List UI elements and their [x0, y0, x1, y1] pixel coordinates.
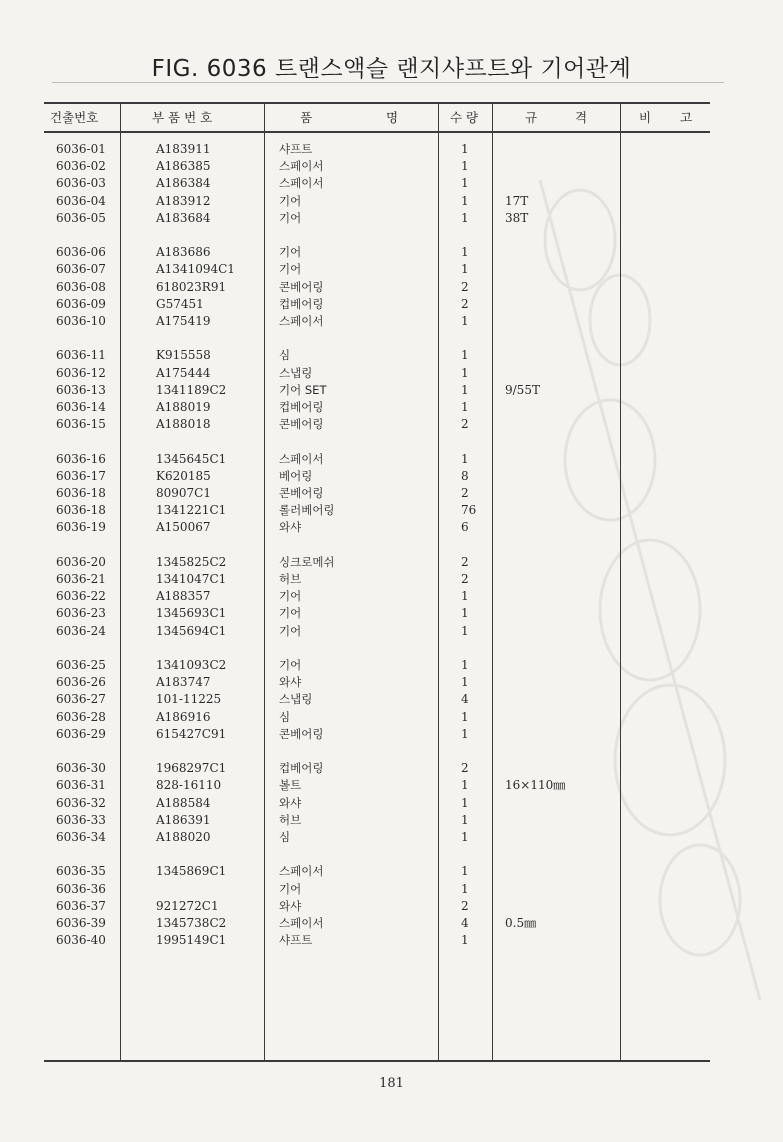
- part-code: 6036-25: [56, 658, 106, 672]
- table-row: [0, 279, 783, 296]
- quantity: 1: [461, 709, 469, 724]
- part-code: 6036-02: [56, 159, 106, 174]
- part-number: 1341047C1: [156, 572, 227, 586]
- part-number: A186916: [156, 709, 211, 724]
- quantity: 6: [461, 520, 469, 535]
- part-code: 6036-03: [56, 176, 106, 191]
- quantity: 1: [461, 675, 469, 690]
- page-title: FIG. 6036 트랜스액슬 랜지샤프트와 기어관계: [151, 56, 632, 82]
- quantity: 1: [461, 606, 469, 621]
- quantity: 1: [461, 382, 469, 397]
- quantity: 1: [461, 881, 469, 896]
- quantity: 1: [461, 245, 469, 260]
- quantity: 2: [461, 417, 469, 432]
- part-number: K915558: [156, 348, 211, 363]
- quantity: 1: [461, 812, 469, 827]
- table-row: [0, 760, 783, 777]
- part-number: A1341094C1: [156, 262, 235, 277]
- quantity: 1: [461, 726, 469, 741]
- quantity: 4: [461, 692, 469, 707]
- part-name: 스냅링: [279, 365, 313, 380]
- part-number: A186384: [156, 176, 211, 191]
- specification: 17T: [505, 193, 529, 208]
- table-row: [0, 244, 783, 261]
- part-name: 기어 SET: [279, 382, 327, 397]
- part-name: 롤러베어링: [279, 503, 335, 518]
- part-number: 1345825C2: [156, 554, 227, 569]
- specification: 0.5㎜: [505, 916, 537, 930]
- part-name: 와샤: [279, 520, 302, 535]
- quantity: 8: [461, 468, 469, 483]
- part-number: A183684: [156, 210, 211, 225]
- quantity: 2: [461, 898, 469, 913]
- part-number: A183911: [156, 142, 211, 156]
- part-number: 618023R91: [156, 279, 227, 294]
- part-code: 6036-31: [56, 778, 106, 793]
- part-code: 6036-33: [56, 812, 106, 827]
- part-number: A186385: [156, 159, 211, 174]
- part-name: 콘베어링: [279, 726, 324, 741]
- part-number: A188018: [156, 417, 211, 432]
- part-code: 6036-13: [56, 382, 106, 397]
- part-name: 심: [279, 830, 291, 844]
- part-code: 6036-37: [56, 898, 106, 913]
- part-number: A183747: [156, 675, 211, 690]
- table-row: [0, 795, 783, 812]
- table-row: [0, 623, 783, 640]
- table-row: [0, 313, 783, 330]
- part-name: 기어: [279, 881, 302, 896]
- table-row: [0, 881, 783, 898]
- part-number: 921272C1: [156, 898, 219, 913]
- part-code: 6036-40: [56, 933, 106, 948]
- header-remark-1: 비: [639, 110, 652, 125]
- part-code: 6036-26: [56, 675, 106, 690]
- table-row: [0, 588, 783, 605]
- part-name: 기어: [279, 606, 302, 621]
- quantity: 2: [461, 486, 469, 500]
- part-name: 심: [279, 348, 291, 363]
- table-row: [0, 193, 783, 210]
- part-code: 6036-28: [56, 709, 106, 724]
- part-name: 기어: [279, 193, 302, 208]
- quantity: 1: [461, 623, 469, 638]
- part-number: G57451: [156, 296, 204, 311]
- part-number: 828-16110: [156, 778, 222, 793]
- table-row: [0, 399, 783, 416]
- quantity: 1: [461, 658, 469, 672]
- part-code: 6036-22: [56, 589, 106, 604]
- part-code: 6036-18: [56, 503, 106, 518]
- part-name: 스페이서: [279, 916, 324, 930]
- quantity: 1: [461, 933, 469, 948]
- part-number: A188020: [156, 830, 211, 844]
- part-number: A186391: [156, 812, 211, 827]
- part-name: 스냅링: [279, 692, 313, 707]
- part-name: 컵베어링: [279, 296, 324, 311]
- quantity: 4: [461, 916, 469, 930]
- table-row: [0, 519, 783, 536]
- part-code: 6036-23: [56, 606, 106, 621]
- part-code: 6036-32: [56, 795, 106, 810]
- header-no: 건출번호: [50, 110, 99, 125]
- quantity: 1: [461, 142, 469, 156]
- quantity: 2: [461, 761, 469, 776]
- quantity: 2: [461, 296, 469, 311]
- table-row: [0, 691, 783, 708]
- part-name: 샤프트: [279, 142, 313, 156]
- table-row: [0, 932, 783, 949]
- table-row: [0, 382, 783, 399]
- table-row: [0, 502, 783, 519]
- part-code: 6036-06: [56, 245, 106, 260]
- table-bottom-rule: [44, 1060, 710, 1062]
- quantity: 1: [461, 348, 469, 363]
- part-name: 스페이서: [279, 451, 324, 466]
- specification: 38T: [505, 210, 529, 225]
- part-number: 1341221C1: [156, 503, 227, 518]
- part-name: 허브: [279, 572, 302, 586]
- part-code: 6036-39: [56, 916, 106, 930]
- table-row: [0, 709, 783, 726]
- part-name: 스페이서: [279, 864, 324, 879]
- table-row: [0, 141, 783, 158]
- header-spec-2: 격: [575, 110, 588, 125]
- part-code: 6036-36: [56, 881, 106, 896]
- part-code: 6036-29: [56, 726, 106, 741]
- quantity: 1: [461, 193, 469, 208]
- part-number: 1345738C2: [156, 916, 227, 930]
- part-name: 콘베어링: [279, 279, 324, 294]
- header-qty: 수 량: [450, 110, 479, 125]
- part-number: A175444: [156, 365, 211, 380]
- quantity: 2: [461, 279, 469, 294]
- part-name: 와샤: [279, 898, 302, 913]
- quantity: 2: [461, 554, 469, 569]
- part-code: 6036-21: [56, 572, 106, 586]
- part-name: 와샤: [279, 675, 302, 690]
- quantity: 1: [461, 159, 469, 174]
- part-code: 6036-10: [56, 314, 106, 328]
- table-row: [0, 485, 783, 502]
- part-name: 기어: [279, 245, 302, 260]
- part-code: 6036-14: [56, 400, 106, 414]
- part-code: 6036-01: [56, 142, 106, 156]
- header-part-no: 부 품 번 호: [152, 110, 213, 125]
- quantity: 1: [461, 262, 469, 277]
- part-code: 6036-11: [56, 348, 106, 363]
- quantity: 1: [461, 795, 469, 810]
- specification: 9/55T: [505, 382, 540, 397]
- part-number: 1345694C1: [156, 623, 227, 638]
- table-top-rule: [44, 102, 710, 104]
- table-row: [0, 726, 783, 743]
- part-name: 샤프트: [279, 933, 313, 948]
- part-number: 1968297C1: [156, 761, 227, 776]
- title-underline: [52, 82, 724, 83]
- part-code: 6036-09: [56, 296, 106, 311]
- part-number: A175419: [156, 314, 211, 328]
- quantity: 2: [461, 572, 469, 586]
- part-code: 6036-27: [56, 692, 106, 707]
- part-code: 6036-18: [56, 486, 106, 500]
- part-name: 스페이서: [279, 159, 324, 174]
- part-number: 1345645C1: [156, 451, 227, 466]
- part-code: 6036-30: [56, 761, 106, 776]
- part-number: 1345693C1: [156, 606, 227, 621]
- part-code: 6036-15: [56, 417, 106, 432]
- part-name: 기어: [279, 623, 302, 638]
- part-name: 콘베어링: [279, 417, 324, 432]
- header-spec-1: 규: [525, 110, 538, 125]
- part-number: 1995149C1: [156, 933, 227, 948]
- table-row: [0, 210, 783, 227]
- table-row: [0, 571, 783, 588]
- part-number: K620185: [156, 468, 211, 483]
- quantity: 1: [461, 314, 469, 328]
- table-row: [0, 829, 783, 846]
- quantity: 1: [461, 451, 469, 466]
- table-row: [0, 777, 783, 794]
- quantity: 1: [461, 365, 469, 380]
- part-number: 101-11225: [156, 692, 222, 707]
- table-row: [0, 915, 783, 932]
- part-number: 80907C1: [156, 486, 211, 500]
- part-name: 스페이서: [279, 176, 324, 191]
- quantity: 1: [461, 864, 469, 879]
- table-row: [0, 812, 783, 829]
- part-number: A188019: [156, 400, 211, 414]
- table-row: [0, 175, 783, 192]
- table-row: [0, 863, 783, 880]
- table-row: [0, 674, 783, 691]
- table-row: [0, 898, 783, 915]
- part-code: 6036-17: [56, 468, 106, 483]
- part-code: 6036-05: [56, 210, 106, 225]
- part-code: 6036-34: [56, 830, 106, 844]
- header-remark-2: 고: [680, 110, 693, 125]
- quantity: 1: [461, 778, 469, 793]
- header-bottom-rule: [44, 131, 710, 133]
- part-number: 1341189C2: [156, 382, 227, 397]
- table-row: [0, 468, 783, 485]
- part-code: 6036-07: [56, 262, 106, 277]
- part-name: 기어: [279, 262, 302, 277]
- part-code: 6036-35: [56, 864, 106, 879]
- table-row: [0, 296, 783, 313]
- part-name: 허브: [279, 812, 302, 827]
- part-number: A188357: [156, 589, 211, 604]
- part-name: 스페이서: [279, 314, 324, 328]
- table-row: [0, 158, 783, 175]
- table-row: [0, 605, 783, 622]
- part-name: 컵베어링: [279, 400, 324, 414]
- header-name-1: 품: [300, 110, 313, 125]
- part-number: 615427C91: [156, 726, 227, 741]
- part-code: 6036-20: [56, 554, 106, 569]
- part-number: A150067: [156, 520, 211, 535]
- part-code: 6036-19: [56, 520, 106, 535]
- header-name-2: 명: [386, 110, 399, 125]
- quantity: 1: [461, 589, 469, 604]
- page-number: 181: [379, 1076, 404, 1091]
- table-row: [0, 261, 783, 278]
- part-code: 6036-16: [56, 451, 106, 466]
- table-row: [0, 347, 783, 364]
- table-row: [0, 365, 783, 382]
- part-number: A188584: [156, 795, 211, 810]
- quantity: 1: [461, 176, 469, 191]
- part-code: 6036-24: [56, 623, 106, 638]
- part-number: 1345869C1: [156, 864, 227, 879]
- part-name: 베어링: [279, 468, 313, 483]
- part-number: A183912: [156, 193, 211, 208]
- quantity: 76: [461, 503, 477, 518]
- part-name: 기어: [279, 589, 302, 604]
- part-name: 콘베어링: [279, 486, 324, 500]
- specification: 16×110㎜: [505, 778, 566, 793]
- part-name: 컵베어링: [279, 761, 324, 776]
- table-row: [0, 554, 783, 571]
- part-code: 6036-12: [56, 365, 106, 380]
- quantity: 1: [461, 400, 469, 414]
- part-number: 1341093C2: [156, 658, 227, 672]
- table-row: [0, 657, 783, 674]
- part-name: 심: [279, 709, 291, 724]
- part-name: 싱크로메쉬: [279, 554, 335, 569]
- part-name: 기어: [279, 658, 302, 672]
- part-code: 6036-08: [56, 279, 106, 294]
- quantity: 1: [461, 210, 469, 225]
- part-name: 기어: [279, 210, 302, 225]
- part-name: 볼트: [279, 778, 302, 793]
- table-row: [0, 416, 783, 433]
- part-name: 와샤: [279, 795, 302, 810]
- table-row: [0, 451, 783, 468]
- part-number: A183686: [156, 245, 211, 260]
- quantity: 1: [461, 830, 469, 844]
- part-code: 6036-04: [56, 193, 106, 208]
